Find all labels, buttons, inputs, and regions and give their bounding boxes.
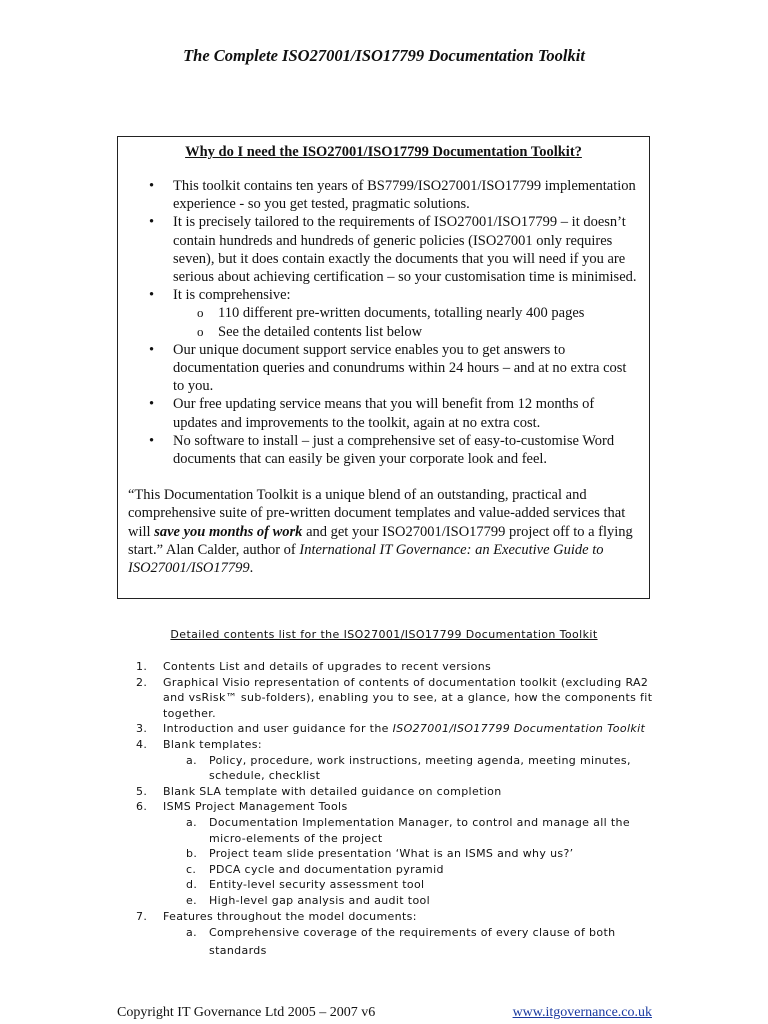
item-text: Blank SLA template with detailed guidance on completion	[163, 784, 502, 798]
item-number: 3.	[136, 722, 148, 736]
sub-bullet-item: o See the detailed contents list below	[218, 323, 639, 341]
sub-item-letter: a.	[186, 815, 197, 829]
quote-text: “This Documentation Toolkit is a unique blend of an outstanding, practical and comprehensive suite of pre-written document templates and value-added services that will	[128, 487, 626, 540]
sub-item-letter: c.	[186, 862, 197, 876]
list-item	[136, 784, 656, 800]
bullet-item: • It is precisely tailored to the requirements of ISO27001/ISO17799 – it doesn’t contain hundreds and hundreds of generic policies (ISO27001 only requires seven), but it does contain exactly the documents that you will need if you are serious about achieving certification – so your customisation time is minimised.	[173, 213, 639, 286]
item-text: Introduction and user guidance for the	[163, 722, 393, 736]
item-number: 5.	[136, 784, 148, 798]
sub-item-text: PDCA cycle and documentation pyramid	[209, 862, 444, 876]
sub-item-text: Documentation Implementation Manager, to control and manage all the micro-elements of the project	[209, 815, 630, 845]
bullet-item: • Our free updating service means that you will benefit from 12 months of updates and improvements to the toolkit, again at no extra cost.	[173, 395, 639, 431]
list-item	[136, 909, 656, 925]
book-title: International IT Governance: an Executive Guide to ISO27001/ISO17799	[128, 541, 604, 577]
sub-list-item	[136, 893, 656, 909]
sub-list-item	[136, 924, 656, 960]
quote-text: and get your ISO27001/ISO17799 project off to a flying start.” Alan Calder, author of	[128, 523, 633, 558]
list-item	[136, 737, 656, 753]
list-item	[136, 675, 656, 722]
sub-item-text: Policy, procedure, work instructions, meeting agenda, meeting minutes, schedule, checklist	[209, 753, 631, 783]
sub-item-letter: d.	[186, 878, 198, 892]
sub-item-text: Entity-level security assessment tool	[209, 878, 425, 892]
sub-bullet-list	[173, 304, 639, 340]
why-box-heading: Why do I need the ISO27001/ISO17799 Documentation Toolkit?	[185, 144, 582, 160]
item-number: 4.	[136, 737, 148, 751]
item-text-wrap	[136, 721, 656, 737]
list-item	[136, 659, 656, 675]
sub-list-item	[136, 862, 656, 878]
bullet-item	[173, 286, 639, 341]
item-number: 1.	[136, 660, 148, 673]
contents-heading: Detailed contents list for the ISO27001/ISO17799 Documentation Toolkit	[170, 628, 598, 641]
sub-item-letter: b.	[186, 847, 198, 861]
sub-list-item	[136, 877, 656, 893]
item-text: Contents List and details of upgrades to recent versions	[163, 660, 492, 673]
sub-item-letter: e.	[186, 893, 197, 907]
document-title: The Complete ISO27001/ISO17799 Documentation Toolkit	[183, 46, 585, 65]
copyright-notice: Copyright IT Governance Ltd 2005 – 2007 v6	[117, 1005, 376, 1020]
item-number: 7.	[136, 909, 148, 923]
quote-emphasis: save you months of work	[154, 523, 303, 540]
item-text: ISMS Project Management Tools	[163, 800, 348, 814]
sub-item-text: Project team slide presentation ‘What is an ISMS and why us?’	[209, 847, 574, 861]
item-text: Graphical Visio representation of contents of documentation toolkit (excluding RA2 and vsRisk™ sub-folders), enabling you to see, at a glance, how the components fit together.	[163, 675, 653, 720]
sub-item-letter: a.	[186, 753, 197, 767]
sub-bullet-item: o 110 different pre-written documents, totalling nearly 400 pages	[218, 304, 639, 322]
sub-item-letter: a.	[186, 926, 197, 940]
bullet-item: • This toolkit contains ten years of BS7799/ISO27001/ISO17799 implementation experience - so you get tested, pragmatic solutions.	[173, 177, 639, 213]
list-item	[136, 721, 656, 737]
contents-list	[136, 659, 656, 960]
sub-list-item	[136, 753, 656, 784]
list-item	[136, 799, 656, 815]
sub-list-item	[136, 846, 656, 862]
item-text: Blank templates:	[163, 737, 262, 751]
sub-item-text: High-level gap analysis and audit tool	[209, 893, 431, 907]
website-link[interactable]: www.itgovernance.co.uk	[512, 1005, 652, 1020]
item-number: 2.	[136, 675, 148, 689]
item-text-italic: ISO27001/ISO17799 Documentation Toolkit	[392, 722, 646, 736]
testimonial-quote	[128, 486, 639, 577]
quote-end: .	[249, 560, 254, 577]
why-box	[117, 136, 650, 599]
bullet-text: It is comprehensive:	[173, 287, 291, 304]
bullet-item: • Our unique document support service enables you to get answers to documentation queries and conundrums within 24 hours – and at no extra cost to you.	[173, 341, 639, 396]
bullet-item: • No software to install – just a comprehensive set of easy-to-customise Word documents that can easily be given your corporate look and feel.	[173, 432, 639, 468]
sub-list-item	[136, 815, 656, 846]
why-bullet-list	[128, 177, 639, 468]
item-text: Features throughout the model documents:	[163, 909, 417, 923]
item-number: 6.	[136, 800, 148, 814]
sub-item-text: Comprehensive coverage of the requirements of every clause of both standards	[209, 926, 616, 958]
